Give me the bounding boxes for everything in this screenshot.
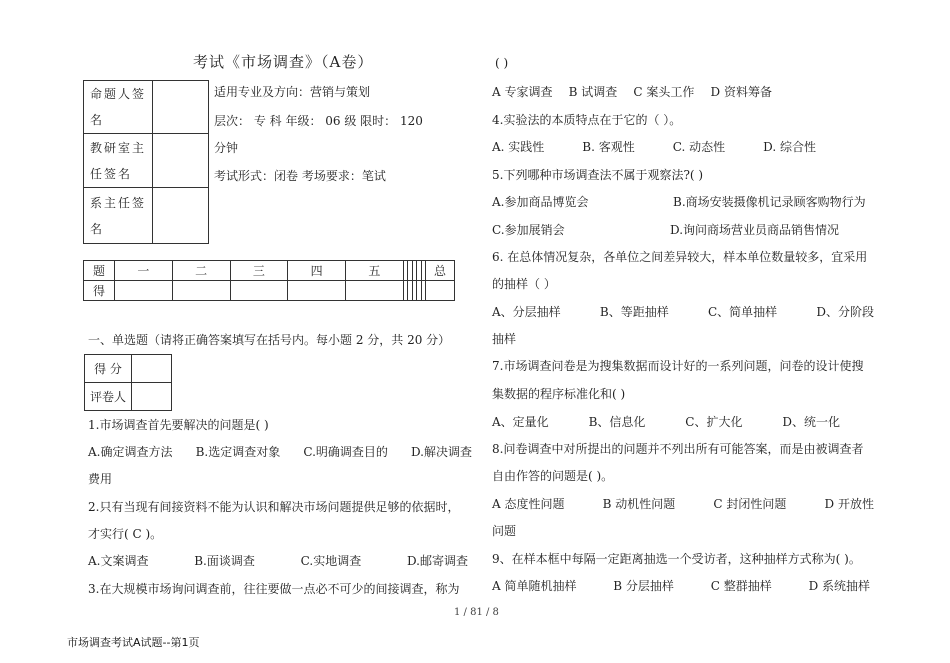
question-2-line1: 2.只有当现有间接资料不能为认识和解决市场问题提供足够的依据时， — [88, 500, 460, 514]
option-d[interactable]: D.解决调查 — [410, 445, 472, 459]
grader-reviewer-label: 评卷人 — [85, 383, 132, 411]
question-2-options — [88, 552, 468, 569]
question-8-line2: 自由作答的问题是( )。 — [492, 469, 614, 483]
score-cell[interactable] — [346, 281, 404, 301]
info-level: 层次： 专 科 年级： 06 级 限时： 120 — [214, 114, 423, 128]
option-c[interactable]: C 封闭性问题 — [713, 497, 787, 511]
page-number: 1 / 81 / 8 — [454, 607, 499, 618]
page-footer: 市场调查考试A试题--第1页 — [67, 636, 200, 649]
info-major: 适用专业及方向：营销与策划 — [214, 85, 371, 99]
option-c[interactable]: C、简单抽样 — [707, 305, 778, 319]
option-a[interactable]: A、分层抽样 — [492, 305, 561, 319]
question-7-line2: 集数据的程序标准化和( ) — [492, 387, 626, 401]
question-6-options — [492, 303, 874, 320]
score-header-cell: 二 — [172, 261, 230, 281]
question-4: 4.实验法的本质特点在于它的（ ）。 — [492, 113, 682, 127]
option-b[interactable]: B.选定调查对象 — [195, 445, 281, 459]
option-b[interactable]: B、等距抽样 — [599, 305, 669, 319]
question-1: 1.市场调查首先要解决的问题是( ) — [88, 418, 269, 432]
question-6-line1: 6. 在总体情况复杂，各单位之间差异较大，样本单位数量较多，宜采用 — [492, 250, 868, 264]
question-5: 5.下列哪种市场调查法不属于观察法?( ) — [492, 168, 704, 182]
option-d[interactable]: D、统一化 — [782, 415, 840, 429]
signature-table — [83, 80, 209, 244]
option-a[interactable]: A 态度性问题 — [492, 497, 565, 511]
option-a[interactable]: A. 实践性 — [492, 140, 545, 154]
signature-field-dept-head[interactable] — [153, 188, 209, 244]
question-3-answer-paren: ( ) — [495, 56, 509, 70]
option-a[interactable]: A.文案调查 — [88, 554, 149, 568]
option-c[interactable]: C 整群抽样 — [710, 579, 772, 593]
option-b[interactable]: B 试调查 — [568, 85, 618, 99]
option-d[interactable]: D、分阶段 — [816, 305, 874, 319]
option-d[interactable]: D 开放性 — [824, 497, 874, 511]
signature-label-office-head: 教研室主 任签名 — [84, 134, 153, 188]
option-c[interactable]: C、扩大化 — [685, 415, 743, 429]
grader-score-label: 得 分 — [85, 355, 132, 383]
score-cell[interactable] — [288, 281, 346, 301]
question-8-line1: 8.问卷调查中对所提出的问题并不列出所有可能答案，而是由被调查者 — [492, 442, 864, 456]
option-d[interactable]: D.询问商场营业员商品销售情况 — [670, 223, 840, 237]
exam-title: 考试《市场调查》（A卷） — [193, 53, 374, 71]
option-b[interactable]: B、信息化 — [588, 415, 646, 429]
option-c[interactable]: C. 动态性 — [672, 140, 726, 154]
score-header-cell: 五 — [346, 261, 404, 281]
option-d[interactable]: D.邮寄调查 — [406, 554, 468, 568]
signature-label-proposer: 命题人签 名 — [84, 81, 153, 134]
score-table — [83, 260, 455, 301]
question-8-options — [492, 495, 874, 512]
question-3-line1: 3.在大规模市场询问调查前，往往要做一点必不可少的间接调查，称为 — [88, 582, 460, 596]
section-heading: 一、单选题（请将正确答案填写在括号内。每小题 2 分，共 20 分） — [88, 333, 451, 347]
info-exam-format: 考试形式：闭卷 考场要求：笔试 — [214, 169, 386, 183]
option-b[interactable]: B.面谈调查 — [194, 554, 255, 568]
option-a[interactable]: A.参加商品博览会 — [492, 195, 589, 209]
question-8-continuation: 问题 — [492, 524, 517, 538]
score-header-cell: 四 — [288, 261, 346, 281]
score-header-total: 总 — [426, 261, 455, 281]
option-a[interactable]: A 简单随机抽样 — [492, 579, 577, 593]
question-6-line2: 的抽样（ ） — [492, 277, 556, 291]
question-6-continuation: 抽样 — [492, 332, 517, 346]
question-1-continuation: 费用 — [88, 472, 113, 486]
score-header-cell: 题 — [84, 261, 115, 281]
score-total-cell[interactable] — [426, 281, 455, 301]
score-cell[interactable] — [115, 281, 173, 301]
score-cell[interactable] — [172, 281, 230, 301]
question-9: 9、在样本框中每隔一定距离抽选一个受访者，这种抽样方式称为( )。 — [492, 552, 861, 566]
question-2-line2: 才实行( C )。 — [88, 527, 163, 541]
option-c[interactable]: C.明确调查目的 — [303, 445, 388, 459]
grader-reviewer-field[interactable] — [132, 383, 172, 411]
option-b[interactable]: B.商场安装摄像机记录顾客购物行为 — [673, 195, 866, 209]
question-7-line1: 7.市场调查问卷是为搜集数据而设计好的一系列问题，问卷的设计使搜 — [492, 359, 864, 373]
grader-score-field[interactable] — [132, 355, 172, 383]
option-b[interactable]: B 动机性问题 — [602, 497, 676, 511]
signature-label-dept-head: 系主任签 名 — [84, 188, 153, 244]
question-7-options — [492, 413, 840, 430]
score-cell[interactable] — [230, 281, 288, 301]
option-d[interactable]: D 资料筹备 — [710, 85, 772, 99]
score-row-label: 得 — [84, 281, 115, 301]
question-4-options — [492, 138, 816, 155]
option-c[interactable]: C.参加展销会 — [492, 223, 565, 237]
score-header-cell: 一 — [115, 261, 173, 281]
option-a[interactable]: A、定量化 — [492, 415, 549, 429]
option-b[interactable]: B. 客观性 — [582, 140, 635, 154]
signature-field-proposer[interactable] — [153, 81, 209, 134]
info-duration-unit: 分钟 — [214, 141, 239, 155]
option-c[interactable]: C.实地调查 — [300, 554, 362, 568]
question-1-options — [88, 443, 472, 460]
option-b[interactable]: B 分层抽样 — [613, 579, 674, 593]
option-d[interactable]: D 系统抽样 — [808, 579, 870, 593]
signature-field-office-head[interactable] — [153, 134, 209, 188]
option-a[interactable]: A 专家调查 — [492, 85, 553, 99]
score-header-cell: 三 — [230, 261, 288, 281]
option-d[interactable]: D. 综合性 — [763, 140, 816, 154]
grader-table — [84, 354, 172, 411]
option-c[interactable]: C 案头工作 — [633, 85, 695, 99]
question-9-options — [492, 577, 870, 594]
question-3-options — [492, 83, 772, 100]
option-a[interactable]: A.确定调查方法 — [88, 445, 173, 459]
